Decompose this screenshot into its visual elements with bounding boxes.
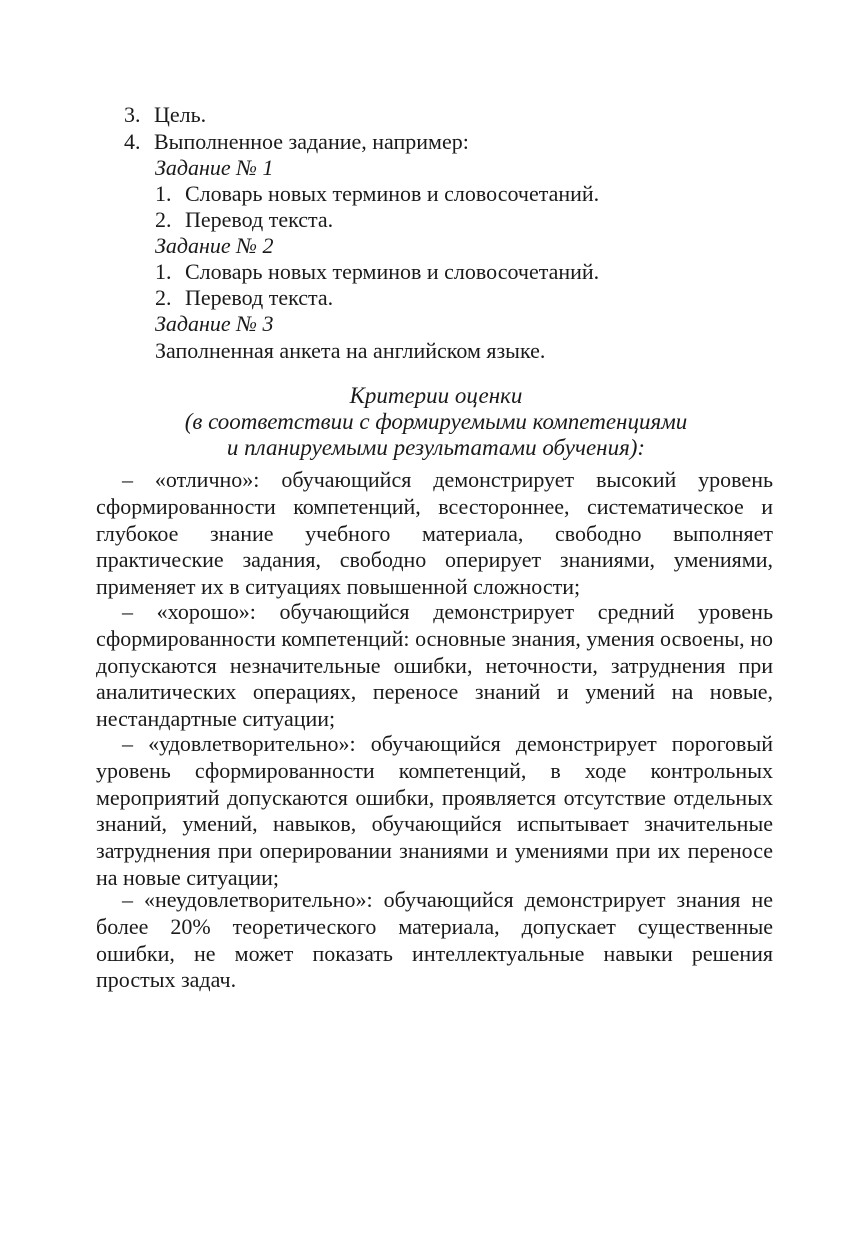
criteria-subtitle-line-2: и планируемыми результатами обучения): bbox=[226, 435, 646, 460]
task-2-item-1-number: 1. bbox=[155, 259, 172, 284]
task-2-item-2-number: 2. bbox=[155, 285, 172, 310]
task-1-item-2-number: 2. bbox=[155, 207, 172, 232]
list-item-3 bbox=[124, 102, 206, 128]
list-item-3-text: Цель. bbox=[154, 102, 207, 127]
task-2-item-2 bbox=[155, 285, 333, 311]
task-3-title: Задание № 3 bbox=[155, 311, 274, 336]
task-2-item-2-text: Перевод текста. bbox=[185, 285, 334, 310]
criteria-title: Критерии оценки bbox=[349, 383, 523, 408]
task-2-title: Задание № 2 bbox=[155, 233, 274, 258]
task-1-item-2-text: Перевод текста. bbox=[185, 207, 334, 232]
criteria-subtitle-line-1: (в соответствии с формируемыми компетенциями bbox=[184, 409, 688, 434]
task-2-item-1-text: Словарь новых терминов и словосочетаний. bbox=[185, 259, 600, 284]
criterion-good: – «хорошо»: обучающийся демонстрирует средний уровень сформированности компетенций: основные знания, умения освоены, но допускаются незначительные ошибки, неточности, затруднения при аналитических операциях, переносе знаний и умений на новые, нестандартные ситуации; bbox=[96, 599, 773, 732]
task-1-item-2 bbox=[155, 207, 333, 233]
criterion-satisfactory: – «удовлетворительно»: обучающийся демонстрирует пороговый уровень сформированности компетенций, в ходе контрольных мероприятий допускаются ошибки, проявляется отсутствие отдельных знаний, умений, навыков, обучающийся испытывает значительные затруднения при оперировании знаниями и умениями при их переносе на новые ситуации; bbox=[96, 731, 773, 890]
task-2-item-1 bbox=[155, 259, 599, 285]
task-1-item-1-text: Словарь новых терминов и словосочетаний. bbox=[185, 181, 600, 206]
criterion-excellent: – «отлично»: обучающийся демонстрирует высокий уровень сформированности компетенций, всестороннее, систематическое и глубокое знание учебного материала, свободно выполняет практические задания, свободно оперирует знаниями, умениями, применяет их в ситуациях повышенной сложности; bbox=[96, 467, 773, 600]
list-item-4 bbox=[124, 129, 469, 155]
criterion-unsatisfactory: – «неудовлетворительно»: обучающийся демонстрирует знания не более 20% теоретического материала, допускает существенные ошибки, не может показать интеллектуальные навыки решения простых задач. bbox=[96, 887, 773, 993]
task-1-item-1 bbox=[155, 181, 599, 207]
task-3-text: Заполненная анкета на английском языке. bbox=[155, 338, 546, 363]
list-item-4-number: 4. bbox=[124, 129, 141, 154]
list-item-3-number: 3. bbox=[124, 102, 141, 127]
task-1-title: Задание № 1 bbox=[155, 155, 274, 180]
list-item-4-text: Выполненное задание, например: bbox=[154, 129, 469, 154]
task-1-item-1-number: 1. bbox=[155, 181, 172, 206]
